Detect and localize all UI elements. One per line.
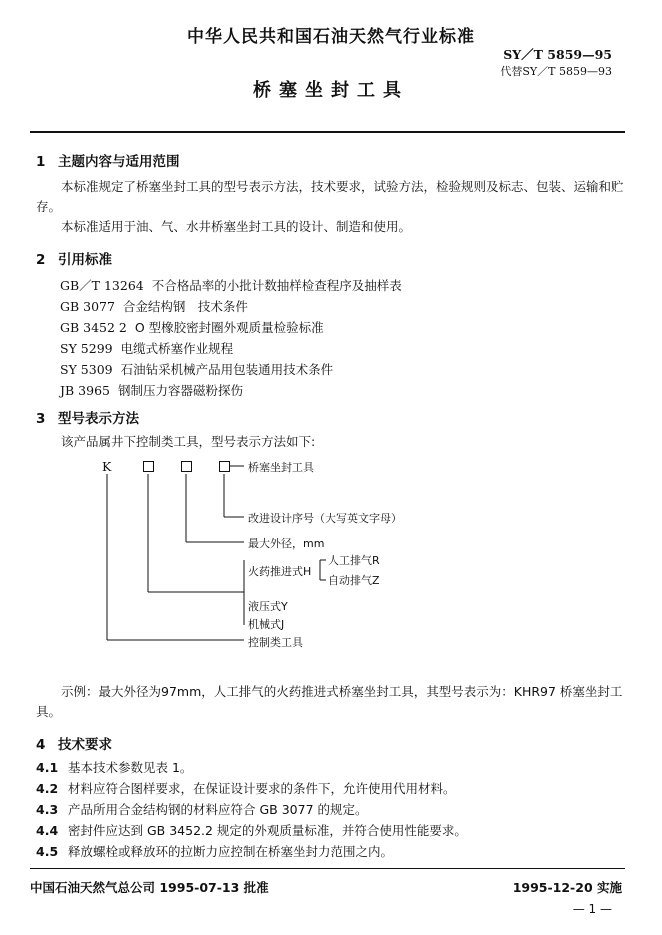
placeholder-box-diameter: [181, 461, 192, 472]
section-3-intro: 该产品属井下控制类工具，型号表示方法如下:: [61, 434, 316, 449]
section-number: 3: [36, 411, 46, 427]
requirement-item: [36, 821, 467, 839]
label-gun-type: 火药推进式H: [248, 565, 312, 578]
footer-divider: [30, 868, 625, 869]
requirement-item: [36, 800, 368, 818]
section-title: 技术要求: [58, 737, 112, 753]
requirement-number: 4.1: [36, 760, 59, 775]
replaces-note: 代替SY／T 5859—93: [500, 65, 612, 78]
reference-title: 不合格品率的小批计数抽样检查程序及抽样表: [151, 278, 402, 293]
label-hydraulic: 液压式Y: [248, 600, 288, 613]
requirement-item: [36, 779, 456, 797]
issuer-title: 中华人民共和国石油天然气行业标准: [187, 27, 475, 47]
reference-title: 石油钻采机械产品用包装通用技术条件: [120, 362, 334, 377]
requirement-text: 材料应符合图样要求，在保证设计要求的条件下，允许使用代用材料。: [68, 781, 456, 796]
reference-title: 电缆式桥塞作业规程: [120, 341, 234, 356]
document-title: 桥塞坐封工具: [253, 80, 409, 101]
label-manual-vent: 人工排气R: [328, 554, 380, 567]
approval-line: 中国石油天然气总公司 1995-07-13 批准: [30, 880, 269, 895]
label-tool: 桥塞坐封工具: [248, 461, 314, 474]
reference-code: SY 5299: [60, 341, 113, 356]
reference-code: JB 3965: [60, 383, 110, 398]
placeholder-box-design: [219, 461, 230, 472]
requirement-number: 4.5: [36, 844, 59, 859]
section-title: 主题内容与适用范围: [58, 154, 180, 170]
reference-code: GB 3077: [60, 299, 115, 314]
section-number: 2: [36, 252, 46, 268]
reference-title: O 型橡胶密封圈外观质量检验标准: [134, 320, 324, 335]
reference-code: GB 3452 2: [60, 320, 127, 335]
reference-title: 合金结构钢 技术条件: [122, 299, 248, 314]
section-3-example: 示例：最大外径为97mm，人工排气的火药推进式桥塞坐封工具，其型号表示为：KHR97 桥塞坐封工具。: [36, 684, 623, 719]
section-number: 1: [36, 154, 46, 170]
label-control-tool: 控制类工具: [248, 636, 303, 649]
model-letter-k: K: [102, 459, 112, 474]
requirement-text: 释放螺栓或释放环的拉断力应控制在桥塞坐封力范围之内。: [68, 844, 394, 859]
requirement-text: 产品所用合金结构钢的材料应符合 GB 3077 的规定。: [68, 802, 368, 817]
section-1-paragraph-2: 本标准适用于油、气、水井桥塞坐封工具的设计、制造和使用。: [61, 219, 412, 234]
requirement-text: 基本技术参数见表 1。: [68, 760, 193, 775]
label-mechanical: 机械式J: [248, 618, 285, 631]
requirement-text: 密封件应达到 GB 3452.2 规定的外观质量标准，并符合使用性能要求。: [68, 823, 467, 838]
requirement-item: [36, 842, 393, 860]
reference-code: GB／T 13264: [60, 278, 144, 293]
section-1-paragraph-1: 本标准规定了桥塞坐封工具的型号表示方法，技术要求，试验方法，检验规则及标志、包装、运输和贮存。: [36, 179, 624, 214]
label-max-od: 最大外径，mm: [248, 537, 325, 550]
effective-date: 1995-12-20 实施: [512, 880, 622, 895]
reference-title: 钢制压力容器磁粉探伤: [117, 383, 243, 398]
section-4-heading: [36, 733, 112, 753]
requirement-number: 4.3: [36, 802, 59, 817]
section-number: 4: [36, 737, 46, 753]
requirement-number: 4.4: [36, 823, 59, 838]
page-number: — 1 —: [572, 902, 612, 916]
section-title: 引用标准: [58, 252, 112, 268]
requirement-number: 4.2: [36, 781, 59, 796]
label-auto-vent: 自动排气Z: [328, 574, 380, 587]
reference-code: SY 5309: [60, 362, 113, 377]
section-title: 型号表示方法: [58, 411, 139, 427]
standard-code: SY／T 5859—95: [503, 47, 612, 62]
requirement-item: [36, 758, 192, 776]
placeholder-box-type: [143, 461, 154, 472]
label-design-serial: 改进设计序号（大写英文字母）: [248, 512, 402, 525]
